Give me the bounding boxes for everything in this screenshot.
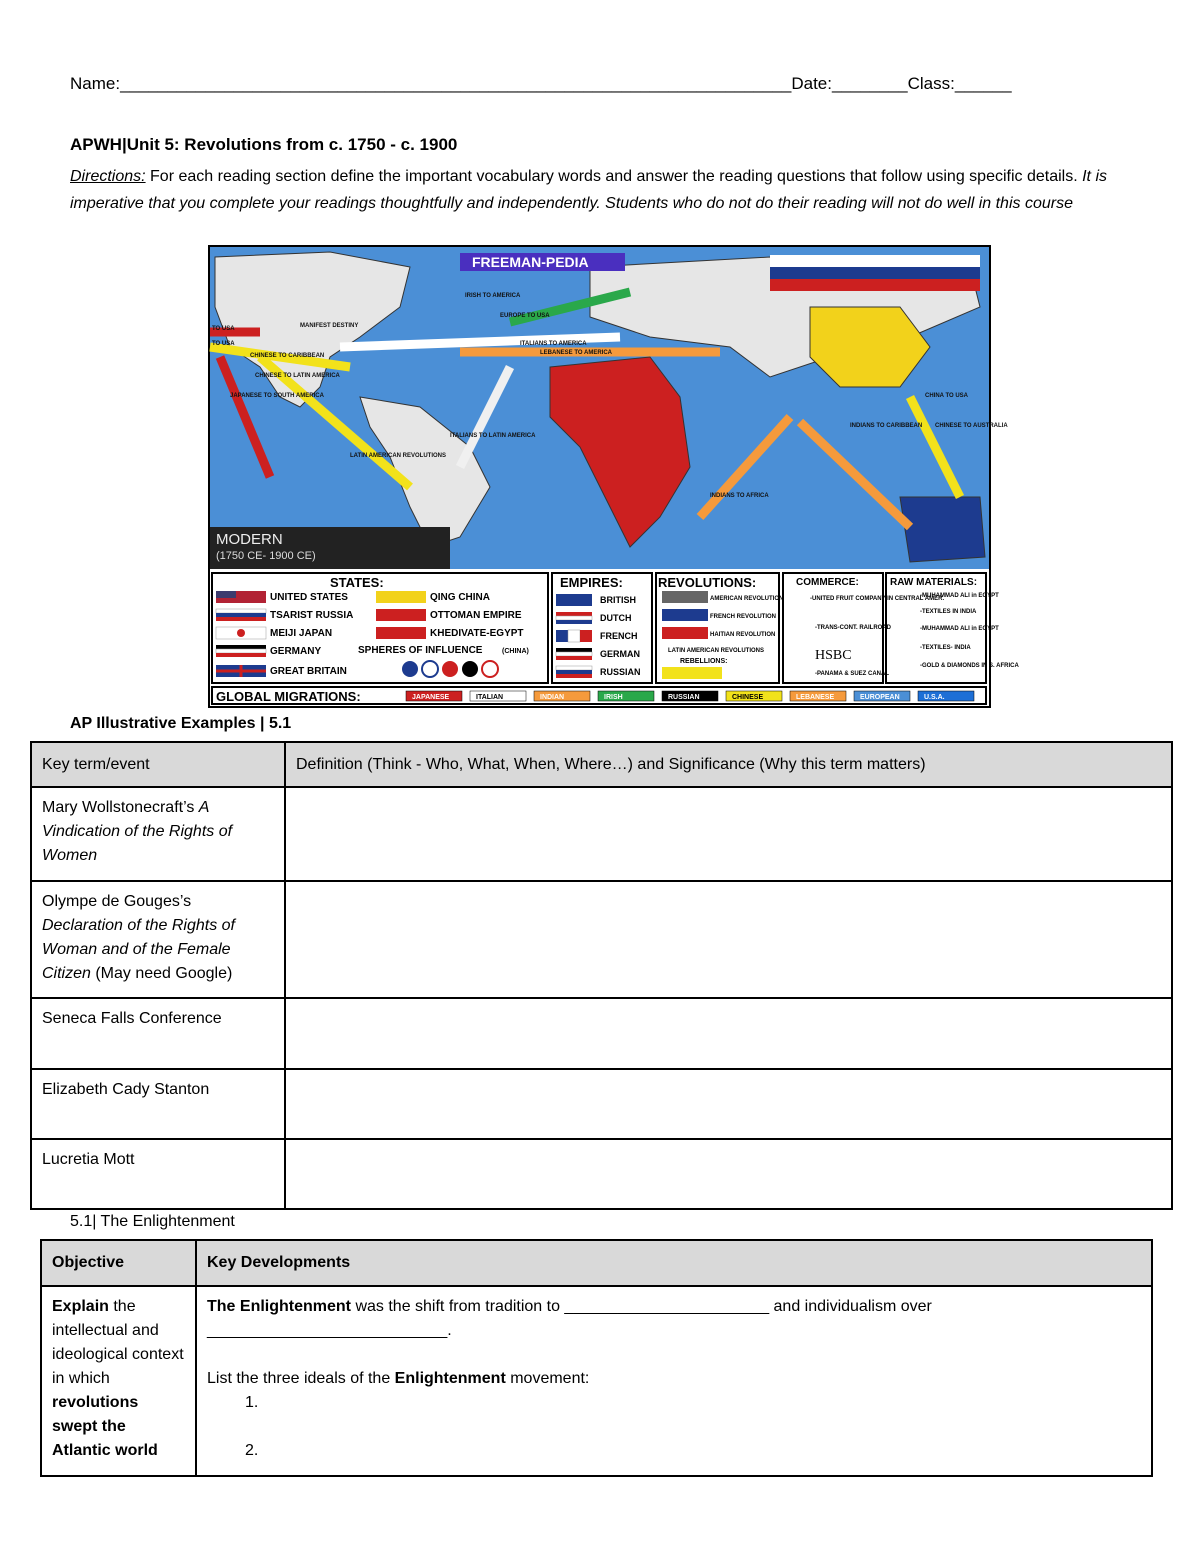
legend-state: OTTOMAN EMPIRE <box>430 610 522 621</box>
legend-commerce: -UNITED FRUIT COMPANY IN CENTRAL AMER. <box>810 596 945 602</box>
section2-caption: 5.1| The Enlightenment <box>70 1213 235 1230</box>
directions <box>70 163 1130 217</box>
name-date-class-line: Name:_______________________________________________________________________Date:________Class:______ <box>70 74 1012 93</box>
migration-arrow-label: CHINA TO USA <box>925 393 969 399</box>
legend-empire: GERMAN <box>600 649 640 659</box>
legend-states-title: STATES: <box>330 575 384 590</box>
table-row <box>41 1286 1152 1476</box>
legend-commerce: HSBC <box>815 648 852 663</box>
key-term-cell: Mary Wollstonecraft’s A Vindication of the Rights of Women <box>31 787 285 881</box>
legend-empire: DUTCH <box>600 613 632 623</box>
map-era-range: (1750 CE- 1900 CE) <box>216 550 316 562</box>
migration-label: ITALIAN <box>476 694 504 701</box>
migration-arrow-label: JAPANESE TO SOUTH AMERICA <box>230 393 324 399</box>
legend-raw: -GOLD & DIAMONDS IN S. AFRICA <box>920 663 1019 669</box>
key-term-cell: Olympe de Gouges’s Declaration of the Rights of Woman and of the Female Citizen (May need Google) <box>31 881 285 998</box>
migration-arrow-label: LEBANESE TO AMERICA <box>540 350 613 356</box>
table-row <box>31 881 1172 998</box>
migration-arrow-label: CHINESE TO LATIN AMERICA <box>255 373 340 379</box>
col-key-term: Key term/event <box>31 742 285 787</box>
migration-arrow-label: CHINESE TO CARIBBEAN <box>250 353 325 359</box>
migration-arrow-label: LATIN AMERICAN REVOLUTIONS <box>350 453 446 459</box>
legend-spheres: SPHERES OF INFLUENCE <box>358 645 483 656</box>
legend-raw: -MUHAMMAD ALI in EGYPT <box>920 626 999 632</box>
migration-arrow-label: INDIANS TO CARIBBEAN <box>850 423 923 429</box>
enlightenment-definition: The Enlightenment was the shift from tradition to _______________________ and individualism over ___________________________. <box>207 1298 932 1339</box>
migration-arrow-label: TO USA <box>212 341 235 347</box>
map-era-title: MODERN <box>216 531 283 548</box>
legend-state: TSARIST RUSSIA <box>270 610 354 621</box>
legend-raw: -TEXTILES IN INDIA <box>920 609 977 615</box>
col-key-developments: Key Developments <box>196 1240 1152 1286</box>
map-svg <box>210 247 1019 706</box>
legend-raw-title: RAW MATERIALS: <box>890 577 978 588</box>
migration-label: U.S.A. <box>924 694 945 701</box>
migration-legend <box>406 691 974 701</box>
migration-arrow-label: INDIANS TO AFRICA <box>710 493 769 499</box>
legend-commerce: -TRANS-CONT. RAILROAD <box>815 625 891 631</box>
key-terms-table <box>30 741 1173 1210</box>
table-row <box>31 787 1172 881</box>
legend-state: QING CHINA <box>430 592 490 603</box>
migration-arrow-label: ITALIANS TO LATIN AMERICA <box>450 433 536 439</box>
page-title: APWH|Unit 5: Revolutions from c. 1750 - c. 1900 <box>70 135 458 154</box>
enlightenment-table <box>40 1239 1153 1477</box>
legend-empire: RUSSIAN <box>600 667 641 677</box>
migration-label: JAPANESE <box>412 694 450 701</box>
legend-empire: BRITISH <box>600 595 636 605</box>
migration-arrow-label: IRISH TO AMERICA <box>465 293 521 299</box>
legend-empires-title: EMPIRES: <box>560 575 623 590</box>
legend-commerce-title: COMMERCE: <box>796 577 859 588</box>
legend-commerce: -PANAMA & SUEZ CANAL <box>815 671 889 677</box>
legend-rebellions: REBELLIONS: <box>680 658 728 665</box>
legend-revolution: HAITIAN REVOLUTION <box>710 632 776 638</box>
legend-revolution: AMERICAN REVOLUTION <box>710 596 784 602</box>
migration-arrow-label: EUROPE TO USA <box>500 313 550 319</box>
objective-cell: Explain the intellectual and ideological context in which revolutions swept the Atlantic world <box>41 1286 196 1476</box>
migration-label: LEBANESE <box>796 694 835 701</box>
col-definition: Definition (Think - Who, What, When, Where…) and Significance (Why this term matters) <box>285 742 1172 787</box>
legend-raw: -MUHAMMAD ALI in EGYPT <box>920 593 999 599</box>
migration-label: CHINESE <box>732 694 764 701</box>
legend-revolution: LATIN AMERICAN REVOLUTIONS <box>668 648 764 654</box>
migration-arrow-label: MANIFEST DESTINY <box>300 323 359 329</box>
legend-raw: -TEXTILES- INDIA <box>920 645 971 651</box>
key-term-cell: Lucretia Mott <box>31 1139 285 1209</box>
legend-revolutions-title: REVOLUTIONS: <box>658 575 757 590</box>
definition-cell[interactable] <box>285 998 1172 1069</box>
legend-spheres-note: (CHINA) <box>502 648 529 655</box>
migration-label: IRISH <box>604 694 623 701</box>
key-term-cell: Elizabeth Cady Stanton <box>31 1069 285 1139</box>
directions-emphasis: It is imperative that you complete your readings thoughtfully and independently. Students who do not do their reading will not do well in this course <box>70 168 1107 212</box>
legend-empire: FRENCH <box>600 631 638 641</box>
col-objective: Objective <box>41 1240 196 1286</box>
legend-state: MEIJI JAPAN <box>270 628 333 639</box>
definition-cell[interactable] <box>285 1069 1172 1139</box>
legend-state: GERMANY <box>270 646 322 657</box>
ideal-item: 1. <box>245 1394 259 1411</box>
table-row <box>31 1069 1172 1139</box>
ideal-item: 2. <box>245 1442 259 1459</box>
directions-label: Directions: <box>70 168 146 185</box>
migration-arrow-label: TO USA <box>212 326 235 332</box>
table-row <box>31 998 1172 1069</box>
legend-state: UNITED STATES <box>270 592 348 603</box>
migration-arrow-label: CHINESE TO AUSTRALIA <box>935 423 1008 429</box>
directions-text: For each reading section define the important vocabulary words and answer the reading questions that follow using specific details. <box>145 168 1083 185</box>
legend-revolution: FRENCH REVOLUTION <box>710 614 776 620</box>
legend-state: KHEDIVATE-EGYPT <box>430 628 524 639</box>
migration-arrow-label: ITALIANS TO AMERICA <box>520 341 587 347</box>
legend-state: GREAT BRITAIN <box>270 666 347 677</box>
map-brand: FREEMAN-PEDIA <box>472 254 589 270</box>
world-map-graphic <box>208 245 1019 708</box>
migration-label: RUSSIAN <box>668 694 700 701</box>
table-row <box>31 1139 1172 1209</box>
ideals-prompt: List the three ideals of the Enlightenment movement: <box>207 1370 590 1387</box>
section1-caption: AP Illustrative Examples | 5.1 <box>70 715 292 732</box>
migration-label: EUROPEAN <box>860 694 900 701</box>
definition-cell[interactable] <box>285 1139 1172 1209</box>
definition-cell[interactable] <box>285 787 1172 881</box>
definition-cell[interactable] <box>285 881 1172 998</box>
legend-migrations-title: GLOBAL MIGRATIONS: <box>216 689 361 704</box>
key-term-cell: Seneca Falls Conference <box>31 998 285 1069</box>
migration-label: INDIAN <box>540 694 565 701</box>
key-developments-cell[interactable] <box>196 1286 1152 1476</box>
